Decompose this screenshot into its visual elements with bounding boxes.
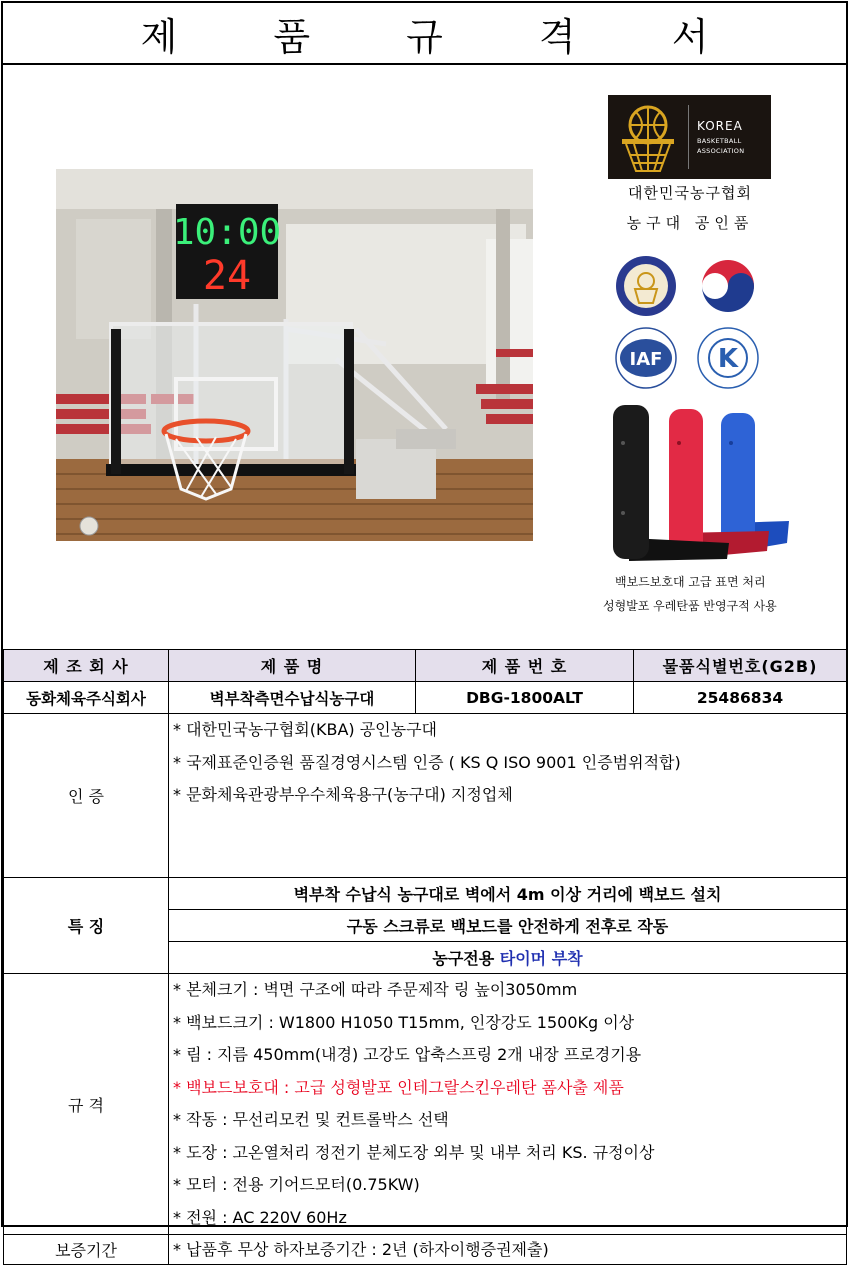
kba-logo: KOREA BASKETBALL ASSOCIATION bbox=[608, 95, 771, 179]
header-g2b-number: 물품식별번호(G2B) bbox=[634, 650, 847, 682]
cert-line: * 국제표준인증원 품질경영시스템 인증 ( KS Q ISO 9001 인증범위적합) bbox=[173, 752, 681, 772]
spec-label: 규 격 bbox=[4, 974, 169, 1235]
page-title: 제 품 규 격 서 bbox=[3, 3, 846, 65]
korea-taegeuk-icon bbox=[697, 255, 759, 317]
header-product-number: 제 품 번 호 bbox=[416, 650, 634, 682]
header-product-name: 제 품 명 bbox=[169, 650, 416, 682]
timer-highlight: 타이머 부착 bbox=[499, 949, 583, 968]
manufacturer-value: 동화체육주식회사 bbox=[4, 682, 169, 714]
feature-line-timer: 농구전용 타이머 부착 bbox=[169, 942, 847, 974]
pad-caption-line1: 백보드보호대 고급 표면 처리 bbox=[615, 575, 766, 589]
header-manufacturer: 제 조 회 사 bbox=[4, 650, 169, 682]
svg-text:K: K bbox=[717, 344, 739, 374]
spec-line: * 전원 : AC 220V 60Hz bbox=[173, 1207, 347, 1227]
table-header-row bbox=[4, 650, 847, 682]
product-name-value: 벽부착측면수납식농구대 bbox=[169, 682, 416, 714]
spec-line: * 림 : 지름 450mm(내경) 고강도 압축스프링 2개 내장 프로경기용 bbox=[173, 1045, 642, 1064]
backboard-pads-image bbox=[609, 403, 789, 563]
warranty-text: * 납품후 무상 하자보증기간 : 2년 (하자이행증권제출) bbox=[169, 1235, 847, 1265]
spec-row bbox=[4, 974, 847, 1235]
kba-seal-icon bbox=[615, 255, 677, 317]
svg-text:IAF: IAF bbox=[629, 349, 663, 370]
svg-text:10:00: 10:00 bbox=[172, 212, 282, 253]
spec-line: * 모터 : 전용 기어드모터(0.75KW) bbox=[173, 1175, 420, 1194]
kba-caption: 대한민국농구협회 bbox=[628, 184, 752, 202]
cert-line: * 문화체육관광부우수체육용구(농구대) 지정업체 bbox=[173, 785, 513, 804]
spec-line: * 도장 : 고온열처리 정전기 분체도장 외부 및 내부 처리 KS. 규정이상 bbox=[173, 1142, 655, 1162]
iaf-badge-icon bbox=[615, 327, 677, 389]
spec-line: * 본체크기 : 벽면 구조에 따라 주문제작 링 높이3050mm bbox=[173, 980, 578, 999]
feature-line: 구동 스크류로 백보드를 안전하게 전후로 작동 bbox=[169, 910, 847, 942]
hero-section bbox=[3, 65, 846, 649]
cert-line: * 대한민국농구협회(KBA) 공인농구대 bbox=[173, 720, 437, 739]
kba-approved-caption: 농구대 공인품 bbox=[626, 214, 754, 232]
product-number-value: DBG-1800ALT bbox=[416, 682, 634, 714]
feature-row-1 bbox=[4, 878, 847, 910]
pad-caption-line2: 성형발포 우레탄품 반영구적 사용 bbox=[603, 599, 777, 613]
feature-line: 벽부착 수납식 농구대로 벽에서 4m 이상 거리에 백보드 설치 bbox=[169, 878, 847, 910]
basketball-hoop-icon bbox=[608, 95, 688, 179]
certification-list bbox=[169, 714, 847, 878]
spec-line-pad: * 백보드보호대 : 고급 성형발포 인테그랄스킨우레탄 폼사출 제품 bbox=[173, 1077, 624, 1097]
svg-text:24: 24 bbox=[202, 253, 252, 299]
ks-certification-icon bbox=[697, 327, 759, 389]
spec-list bbox=[169, 974, 847, 1235]
feature-label: 특 징 bbox=[4, 878, 169, 974]
spec-line: * 작동 : 무선리모컨 및 컨트롤박스 선택 bbox=[173, 1110, 449, 1129]
product-photo bbox=[56, 169, 533, 541]
table-row bbox=[4, 682, 847, 714]
spec-line: * 백보드크기 : W1800 H1050 T15mm, 인장강도 1500Kg 이상 bbox=[173, 1012, 635, 1032]
spec-sheet bbox=[1, 1, 848, 1260]
spec-table bbox=[3, 649, 847, 1265]
certification-row bbox=[4, 714, 847, 878]
certification-label: 인 증 bbox=[4, 714, 169, 878]
g2b-number-value: 25486834 bbox=[634, 682, 847, 714]
warranty-row bbox=[4, 1235, 847, 1265]
warranty-label: 보증기간 bbox=[4, 1235, 169, 1265]
